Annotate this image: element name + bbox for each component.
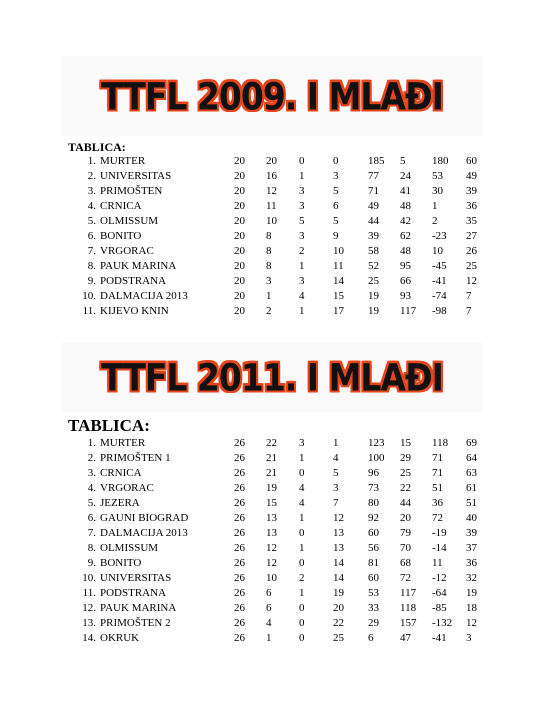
cell-gd: -12 [432, 572, 447, 584]
cell-d: 3 [299, 275, 305, 287]
table-row [0, 451, 541, 466]
table-row [0, 526, 541, 541]
cell-rank: 10. [82, 290, 96, 302]
cell-rank: 9. [87, 557, 96, 569]
cell-d: 3 [299, 200, 305, 212]
cell-l: 4 [333, 452, 339, 464]
cell-pts: 63 [466, 467, 477, 479]
cell-team: OLMISSUM [100, 215, 159, 227]
cell-rank: 8. [87, 542, 96, 554]
cell-ga: 5 [400, 155, 406, 167]
season-2011-standings-table [0, 436, 541, 646]
cell-d: 0 [299, 632, 305, 644]
cell-w: 4 [266, 617, 272, 629]
cell-p: 26 [234, 452, 245, 464]
cell-ga: 44 [400, 497, 411, 509]
cell-p: 20 [234, 185, 245, 197]
cell-gf: 44 [368, 215, 379, 227]
cell-rank: 7. [87, 527, 96, 539]
cell-team: VRGORAC [100, 482, 154, 494]
cell-team: JEZERA [100, 497, 140, 509]
cell-l: 0 [333, 155, 339, 167]
cell-ga: 117 [400, 587, 417, 599]
cell-p: 20 [234, 230, 245, 242]
cell-ga: 22 [400, 482, 411, 494]
cell-l: 5 [333, 467, 339, 479]
cell-rank: 1. [87, 155, 96, 167]
cell-gf: 53 [368, 587, 379, 599]
cell-team: PODSTRANA [100, 275, 167, 287]
cell-team: MURTER [100, 437, 146, 449]
cell-gf: 71 [368, 185, 379, 197]
cell-team: BONITO [100, 230, 142, 242]
cell-l: 7 [333, 497, 339, 509]
cell-team: MURTER [100, 155, 146, 167]
cell-team: CRNICA [100, 467, 142, 479]
cell-l: 14 [333, 557, 344, 569]
table-row [0, 631, 541, 646]
cell-l: 19 [333, 587, 344, 599]
cell-gf: 96 [368, 467, 379, 479]
cell-gd: -64 [432, 587, 447, 599]
cell-rank: 2. [87, 170, 96, 182]
cell-gf: 77 [368, 170, 379, 182]
cell-l: 9 [333, 230, 339, 242]
cell-d: 4 [299, 482, 305, 494]
cell-gd: 180 [432, 155, 449, 167]
cell-rank: 5. [87, 215, 96, 227]
cell-pts: 25 [466, 260, 477, 272]
cell-w: 12 [266, 542, 277, 554]
cell-p: 20 [234, 260, 245, 272]
table-row [0, 496, 541, 511]
cell-gf: 39 [368, 230, 379, 242]
cell-l: 15 [333, 290, 344, 302]
cell-gf: 25 [368, 275, 379, 287]
cell-pts: 35 [466, 215, 477, 227]
cell-p: 26 [234, 497, 245, 509]
cell-gf: 56 [368, 542, 379, 554]
cell-team: PAUK MARINA [100, 260, 177, 272]
cell-d: 2 [299, 245, 305, 257]
cell-rank: 11. [82, 305, 96, 317]
season-2009-standings-table [0, 154, 541, 319]
cell-ga: 42 [400, 215, 411, 227]
cell-p: 26 [234, 602, 245, 614]
cell-p: 20 [234, 215, 245, 227]
table-row [0, 274, 541, 289]
cell-p: 20 [234, 245, 245, 257]
cell-rank: 4. [87, 482, 96, 494]
cell-rank: 6. [87, 512, 96, 524]
cell-rank: 11. [82, 587, 96, 599]
cell-rank: 2. [87, 452, 96, 464]
table-row [0, 199, 541, 214]
cell-d: 3 [299, 230, 305, 242]
cell-w: 8 [266, 260, 272, 272]
cell-l: 10 [333, 245, 344, 257]
cell-gd: 53 [432, 170, 443, 182]
cell-team: VRGORAC [100, 245, 154, 257]
cell-p: 20 [234, 170, 245, 182]
cell-d: 3 [299, 437, 305, 449]
cell-d: 1 [299, 170, 305, 182]
cell-l: 25 [333, 632, 344, 644]
cell-pts: 19 [466, 587, 477, 599]
cell-gd: -19 [432, 527, 447, 539]
cell-d: 3 [299, 185, 305, 197]
table-row [0, 289, 541, 304]
cell-team: PRIMOŠTEN 2 [100, 617, 171, 629]
cell-gd: 71 [432, 452, 443, 464]
cell-gf: 58 [368, 245, 379, 257]
cell-rank: 3. [87, 185, 96, 197]
cell-p: 26 [234, 467, 245, 479]
cell-p: 20 [234, 305, 245, 317]
cell-d: 2 [299, 572, 305, 584]
cell-gd: 71 [432, 467, 443, 479]
table-row [0, 244, 541, 259]
cell-gd: 11 [432, 557, 443, 569]
cell-w: 8 [266, 230, 272, 242]
cell-gf: 49 [368, 200, 379, 212]
cell-gd: -41 [432, 275, 447, 287]
cell-team: OKRUK [100, 632, 140, 644]
cell-d: 0 [299, 617, 305, 629]
cell-l: 3 [333, 170, 339, 182]
cell-pts: 69 [466, 437, 477, 449]
cell-d: 1 [299, 452, 305, 464]
cell-w: 6 [266, 602, 272, 614]
cell-l: 3 [333, 482, 339, 494]
cell-l: 13 [333, 542, 344, 554]
cell-pts: 27 [466, 230, 477, 242]
cell-d: 0 [299, 467, 305, 479]
cell-pts: 37 [466, 542, 477, 554]
cell-l: 14 [333, 572, 344, 584]
table-row [0, 541, 541, 556]
cell-d: 4 [299, 290, 305, 302]
cell-l: 1 [333, 437, 339, 449]
cell-gf: 123 [368, 437, 385, 449]
cell-p: 20 [234, 155, 245, 167]
cell-w: 2 [266, 305, 272, 317]
cell-rank: 7. [87, 245, 96, 257]
table-row [0, 304, 541, 319]
cell-gd: -45 [432, 260, 447, 272]
cell-ga: 41 [400, 185, 411, 197]
table-row [0, 259, 541, 274]
cell-d: 4 [299, 497, 305, 509]
cell-team: PAUK MARINA [100, 602, 177, 614]
cell-gd: 51 [432, 482, 443, 494]
cell-gd: -41 [432, 632, 447, 644]
cell-w: 19 [266, 482, 277, 494]
cell-gf: 80 [368, 497, 379, 509]
cell-l: 6 [333, 200, 339, 212]
season-2011-banner [62, 342, 482, 412]
cell-rank: 3. [87, 467, 96, 479]
cell-l: 13 [333, 527, 344, 539]
cell-d: 1 [299, 542, 305, 554]
cell-p: 26 [234, 527, 245, 539]
table-row [0, 214, 541, 229]
cell-pts: 12 [466, 617, 477, 629]
table-row [0, 616, 541, 631]
cell-team: DALMACIJA 2013 [100, 527, 188, 539]
cell-ga: 20 [400, 512, 411, 524]
cell-w: 6 [266, 587, 272, 599]
cell-l: 17 [333, 305, 344, 317]
cell-gd: -23 [432, 230, 447, 242]
cell-p: 26 [234, 572, 245, 584]
cell-gf: 19 [368, 290, 379, 302]
cell-pts: 12 [466, 275, 477, 287]
cell-ga: 157 [400, 617, 417, 629]
cell-ga: 70 [400, 542, 411, 554]
cell-pts: 7 [466, 290, 472, 302]
cell-l: 14 [333, 275, 344, 287]
cell-gd: 72 [432, 512, 443, 524]
season-2009-table-label: TABLICA: [68, 140, 126, 154]
cell-ga: 117 [400, 305, 417, 317]
cell-team: PRIMOŠTEN 1 [100, 452, 171, 464]
cell-d: 1 [299, 260, 305, 272]
cell-w: 10 [266, 215, 277, 227]
cell-w: 10 [266, 572, 277, 584]
cell-d: 0 [299, 527, 305, 539]
cell-pts: 39 [466, 527, 477, 539]
cell-ga: 48 [400, 245, 411, 257]
cell-gd: 118 [432, 437, 449, 449]
table-row [0, 601, 541, 616]
cell-team: UNIVERSITAS [100, 572, 172, 584]
cell-gd: -132 [432, 617, 453, 629]
cell-gf: 19 [368, 305, 379, 317]
cell-l: 20 [333, 602, 344, 614]
cell-ga: 118 [400, 602, 417, 614]
season-2011-table-label: TABLICA: [68, 416, 150, 435]
cell-p: 20 [234, 290, 245, 302]
cell-pts: 36 [466, 557, 477, 569]
cell-ga: 62 [400, 230, 411, 242]
cell-pts: 40 [466, 512, 477, 524]
cell-w: 8 [266, 245, 272, 257]
cell-gd: -98 [432, 305, 447, 317]
cell-pts: 36 [466, 200, 477, 212]
cell-l: 5 [333, 215, 339, 227]
cell-pts: 64 [466, 452, 477, 464]
cell-w: 13 [266, 512, 277, 524]
table-row [0, 169, 541, 184]
cell-p: 26 [234, 542, 245, 554]
cell-w: 11 [266, 200, 277, 212]
cell-w: 1 [266, 290, 272, 302]
table-row [0, 184, 541, 199]
cell-ga: 66 [400, 275, 411, 287]
cell-d: 5 [299, 215, 305, 227]
cell-ga: 29 [400, 452, 411, 464]
cell-gf: 185 [368, 155, 385, 167]
cell-ga: 93 [400, 290, 411, 302]
cell-p: 26 [234, 482, 245, 494]
cell-w: 12 [266, 185, 277, 197]
cell-gf: 60 [368, 572, 379, 584]
cell-team: OLMISSUM [100, 542, 159, 554]
table-row [0, 229, 541, 244]
cell-p: 26 [234, 617, 245, 629]
cell-gf: 100 [368, 452, 385, 464]
cell-gf: 73 [368, 482, 379, 494]
cell-rank: 14. [82, 632, 96, 644]
cell-d: 0 [299, 557, 305, 569]
cell-d: 1 [299, 305, 305, 317]
cell-ga: 72 [400, 572, 411, 584]
cell-rank: 1. [87, 437, 96, 449]
cell-w: 3 [266, 275, 272, 287]
cell-d: 1 [299, 512, 305, 524]
cell-pts: 61 [466, 482, 477, 494]
cell-rank: 13. [82, 617, 96, 629]
cell-gd: 1 [432, 200, 438, 212]
cell-gd: -74 [432, 290, 447, 302]
cell-pts: 39 [466, 185, 477, 197]
cell-p: 20 [234, 200, 245, 212]
cell-p: 26 [234, 587, 245, 599]
cell-gf: 60 [368, 527, 379, 539]
cell-d: 1 [299, 587, 305, 599]
cell-w: 22 [266, 437, 277, 449]
cell-gf: 6 [368, 632, 374, 644]
cell-p: 20 [234, 275, 245, 287]
cell-ga: 68 [400, 557, 411, 569]
table-row [0, 556, 541, 571]
cell-gd: 36 [432, 497, 443, 509]
cell-w: 16 [266, 170, 277, 182]
cell-team: PRIMOŠTEN [100, 185, 163, 197]
cell-team: GAUNI BIOGRAD [100, 512, 189, 524]
table-row [0, 436, 541, 451]
table-row [0, 154, 541, 169]
cell-ga: 24 [400, 170, 411, 182]
cell-gf: 29 [368, 617, 379, 629]
cell-gd: 2 [432, 215, 438, 227]
cell-rank: 12. [82, 602, 96, 614]
cell-l: 12 [333, 512, 344, 524]
season-2009-title: TTFL 2009. I MLAĐI [101, 74, 443, 118]
cell-pts: 49 [466, 170, 477, 182]
cell-ga: 25 [400, 467, 411, 479]
table-row [0, 481, 541, 496]
table-row [0, 571, 541, 586]
cell-rank: 10. [82, 572, 96, 584]
table-row [0, 511, 541, 526]
cell-w: 13 [266, 527, 277, 539]
season-2011-title: TTFL 2011. I MLAĐI [101, 355, 443, 399]
cell-gf: 33 [368, 602, 379, 614]
cell-p: 26 [234, 632, 245, 644]
cell-pts: 7 [466, 305, 472, 317]
cell-w: 21 [266, 452, 277, 464]
cell-p: 26 [234, 437, 245, 449]
cell-ga: 95 [400, 260, 411, 272]
cell-pts: 60 [466, 155, 477, 167]
cell-w: 1 [266, 632, 272, 644]
table-row [0, 586, 541, 601]
cell-rank: 5. [87, 497, 96, 509]
cell-l: 11 [333, 260, 344, 272]
cell-ga: 79 [400, 527, 411, 539]
cell-gd: 30 [432, 185, 443, 197]
cell-pts: 3 [466, 632, 472, 644]
cell-team: BONITO [100, 557, 142, 569]
cell-l: 5 [333, 185, 339, 197]
cell-p: 26 [234, 512, 245, 524]
cell-pts: 26 [466, 245, 477, 257]
cell-team: DALMACIJA 2013 [100, 290, 188, 302]
season-2009-banner [62, 56, 482, 136]
cell-pts: 32 [466, 572, 477, 584]
cell-w: 15 [266, 497, 277, 509]
cell-rank: 4. [87, 200, 96, 212]
cell-w: 12 [266, 557, 277, 569]
cell-gd: -14 [432, 542, 447, 554]
cell-team: KIJEVO KNIN [100, 305, 169, 317]
cell-d: 0 [299, 602, 305, 614]
cell-team: PODSTRANA [100, 587, 167, 599]
cell-gf: 92 [368, 512, 379, 524]
cell-gd: 10 [432, 245, 443, 257]
cell-gf: 81 [368, 557, 379, 569]
cell-d: 0 [299, 155, 305, 167]
cell-w: 20 [266, 155, 277, 167]
cell-ga: 15 [400, 437, 411, 449]
table-row [0, 466, 541, 481]
cell-gd: -85 [432, 602, 447, 614]
cell-rank: 9. [87, 275, 96, 287]
cell-l: 22 [333, 617, 344, 629]
cell-p: 26 [234, 557, 245, 569]
cell-ga: 48 [400, 200, 411, 212]
cell-team: CRNICA [100, 200, 142, 212]
cell-rank: 6. [87, 230, 96, 242]
cell-ga: 47 [400, 632, 411, 644]
cell-rank: 8. [87, 260, 96, 272]
cell-team: UNIVERSITAS [100, 170, 172, 182]
cell-w: 21 [266, 467, 277, 479]
cell-gf: 52 [368, 260, 379, 272]
cell-pts: 18 [466, 602, 477, 614]
cell-pts: 51 [466, 497, 477, 509]
